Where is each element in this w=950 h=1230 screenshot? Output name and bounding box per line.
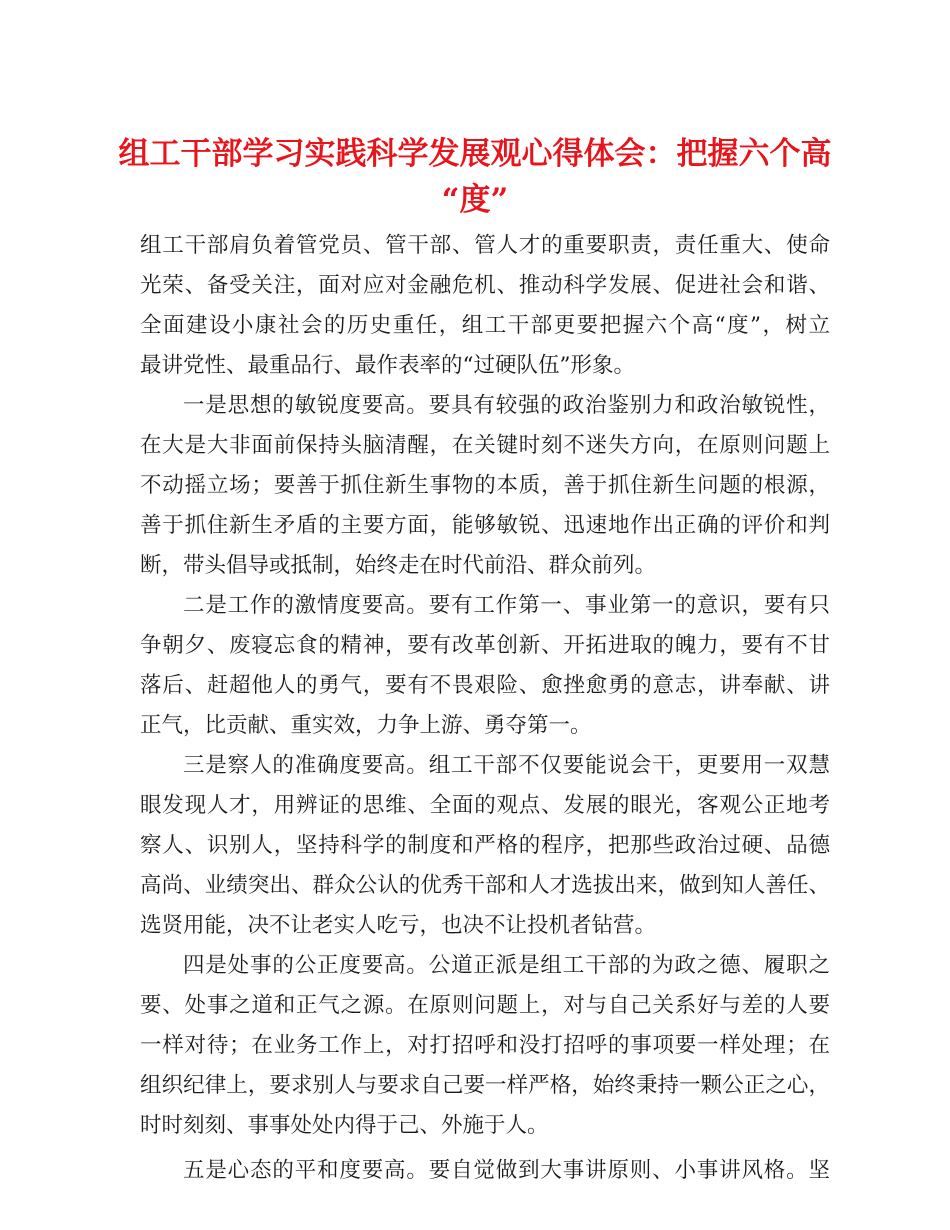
body-text-line: 全面建设小康社会的历史重任，组工干部更要把握六个高“度”，树立	[140, 313, 830, 338]
body-text-line: 高尚、业绩突出、群众公认的优秀干部和人才选拔出来，做到知人善任、	[140, 873, 830, 898]
body-text-line: 二是工作的激情度要高。要有工作第一、事业第一的意识，要有只	[183, 593, 830, 618]
body-text-line: 最讲党性、最重品行、最作表率的“过硬队伍”形象。	[140, 353, 635, 378]
body-text-line: 一样对待；在业务工作上，对打招呼和没打招呼的事项要一样处理；在	[140, 1033, 830, 1058]
body-text-line: 选贤用能，决不让老实人吃亏，也决不让投机者钻营。	[140, 913, 657, 938]
body-text-line: 争朝夕、废寝忘食的精神，要有改革创新、开拓进取的魄力，要有不甘	[140, 633, 830, 658]
body-text-line: 要、处事之道和正气之源。在原则问题上，对与自己关系好与差的人要	[140, 993, 830, 1018]
body-text-line: 在大是大非面前保持头脑清醒，在关键时刻不迷失方向，在原则问题上	[140, 433, 830, 458]
body-text-line: 落后、赶超他人的勇气，要有不畏艰险、愈挫愈勇的意志，讲奉献、讲	[140, 673, 830, 698]
document-title-line-2: “度”	[441, 182, 509, 218]
body-text-line: 时时刻刻、事事处处内得于己、外施于人。	[140, 1113, 549, 1138]
body-text-line: 善于抓住新生矛盾的主要方面，能够敏锐、迅速地作出正确的评价和判	[140, 513, 830, 538]
body-text-line: 不动摇立场；要善于抓住新生事物的本质，善于抓住新生问题的根源，	[140, 473, 830, 498]
body-text-line: 断，带头倡导或抵制，始终走在时代前沿、群众前列。	[140, 553, 657, 578]
body-text-line: 组织纪律上，要求别人与要求自己要一样严格，始终秉持一颗公正之心，	[140, 1073, 830, 1098]
body-text-line: 眼发现人才，用辨证的思维、全面的观点、发展的眼光，客观公正地考	[140, 793, 830, 818]
body-text-line: 正气，比贡献、重实效，力争上游、勇夺第一。	[140, 713, 592, 738]
document-title-line-1: 组工干部学习实践科学发展观心得体会：把握六个高	[118, 136, 832, 172]
body-text-line: 组工干部肩负着管党员、管干部、管人才的重要职责，责任重大、使命	[140, 233, 830, 258]
body-text-line: 五是心态的平和度要高。要自觉做到大事讲原则、小事讲风格。坚	[183, 1158, 830, 1183]
body-text-line: 一是思想的敏锐度要高。要具有较强的政治鉴别力和政治敏锐性，	[183, 393, 830, 418]
body-text-line: 光荣、备受关注，面对应对金融危机、推动科学发展、促进社会和谐、	[140, 273, 830, 298]
body-text-line: 察人、识别人，坚持科学的制度和严格的程序，把那些政治过硬、品德	[140, 833, 830, 858]
body-text-line: 四是处事的公正度要高。公道正派是组工干部的为政之德、履职之	[183, 953, 830, 978]
body-text-line: 三是察人的准确度要高。组工干部不仅要能说会干，更要用一双慧	[183, 753, 830, 778]
